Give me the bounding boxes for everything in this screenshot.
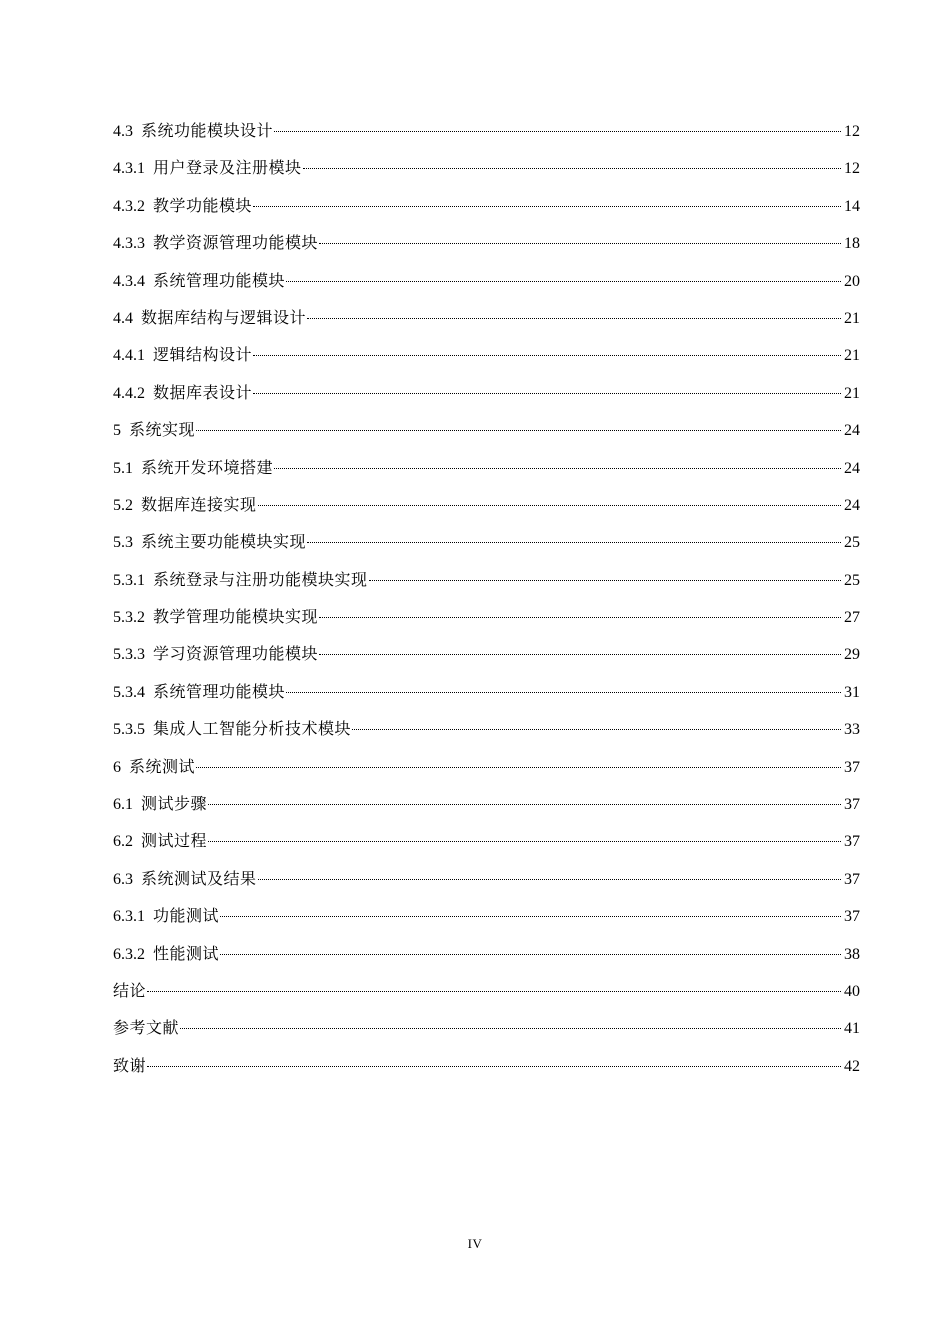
toc-entry-page: 25 (844, 571, 860, 589)
toc-dot-leader (307, 318, 841, 319)
toc-dot-leader (180, 1028, 841, 1029)
toc-dot-leader (253, 355, 841, 356)
toc-entry-page: 21 (844, 309, 860, 327)
toc-entry-title: 系统管理功能模块 (153, 683, 286, 701)
toc-entry[interactable] (113, 642, 860, 679)
toc-entry-number: 5.3 (113, 534, 133, 552)
toc-entry-number: 5.3.2 (113, 609, 145, 627)
toc-entry-number: 4.4.2 (113, 384, 145, 402)
toc-entry[interactable] (113, 119, 860, 156)
toc-entry-page: 21 (844, 347, 860, 365)
toc-entry-page: 31 (844, 683, 860, 701)
toc-entry-page: 12 (844, 160, 860, 178)
toc-entry[interactable] (113, 755, 860, 792)
toc-entry-number: 5.3.1 (113, 571, 145, 589)
toc-entry[interactable] (113, 680, 860, 717)
toc-entry[interactable] (113, 979, 860, 1016)
toc-entry[interactable] (113, 343, 860, 380)
toc-entry[interactable] (113, 942, 860, 979)
toc-entry-page: 41 (844, 1020, 860, 1038)
toc-entry-title: 教学功能模块 (153, 197, 253, 215)
toc-entry-page: 38 (844, 945, 860, 963)
toc-entry-title: 测试过程 (141, 833, 208, 851)
toc-dot-leader (253, 206, 841, 207)
toc-entry-title: 逻辑结构设计 (153, 347, 253, 365)
toc-entry-number: 4.4.1 (113, 347, 145, 365)
toc-dot-leader (147, 991, 841, 992)
toc-entry-number: 5.1 (113, 459, 133, 477)
toc-entry-number: 5.2 (113, 496, 133, 514)
toc-entry-page: 24 (844, 496, 860, 514)
toc-entry-title: 系统测试 (129, 758, 196, 776)
toc-dot-leader (208, 841, 841, 842)
toc-dot-leader (286, 281, 841, 282)
toc-entry-number: 5.3.4 (113, 683, 145, 701)
toc-entry-title: 系统测试及结果 (141, 870, 257, 888)
toc-entry[interactable] (113, 231, 860, 268)
toc-entry-number: 6 (113, 758, 121, 776)
toc-entry-page: 33 (844, 721, 860, 739)
toc-entry[interactable] (113, 568, 860, 605)
toc-entry[interactable] (113, 493, 860, 530)
toc-entry-number: 6.3.2 (113, 945, 145, 963)
toc-entry[interactable] (113, 418, 860, 455)
toc-entry-title: 功能测试 (153, 908, 220, 926)
toc-dot-leader (274, 131, 841, 132)
toc-entry-page: 37 (844, 796, 860, 814)
toc-entry[interactable] (113, 867, 860, 904)
toc-dot-leader (253, 393, 841, 394)
toc-entry-page: 37 (844, 758, 860, 776)
toc-entry-page: 24 (844, 422, 860, 440)
toc-entry-number: 4.3.1 (113, 160, 145, 178)
toc-entry-title: 系统登录与注册功能模块实现 (153, 571, 368, 589)
toc-entry-title: 教学资源管理功能模块 (153, 235, 319, 253)
toc-dot-leader (274, 468, 841, 469)
toc-dot-leader (220, 954, 841, 955)
toc-entry-title: 参考文献 (113, 1020, 180, 1038)
toc-entry-title: 性能测试 (153, 945, 220, 963)
toc-entry-page: 42 (844, 1057, 860, 1075)
toc-entry-title: 系统开发环境搭建 (141, 459, 274, 477)
toc-entry-number: 5 (113, 422, 121, 440)
toc-entry-number: 5.3.3 (113, 646, 145, 664)
toc-entry[interactable] (113, 792, 860, 829)
toc-entry[interactable] (113, 1054, 860, 1091)
toc-entry-number: 6.3.1 (113, 908, 145, 926)
toc-entry-title: 数据库结构与逻辑设计 (141, 309, 307, 327)
toc-dot-leader (286, 692, 841, 693)
toc-entry-page: 37 (844, 833, 860, 851)
toc-entry-title: 结论 (113, 982, 147, 1000)
toc-entry-number: 4.4 (113, 309, 133, 327)
toc-dot-leader (307, 542, 841, 543)
toc-dot-leader (258, 505, 841, 506)
toc-dot-leader (196, 767, 841, 768)
toc-dot-leader (258, 879, 841, 880)
toc-dot-leader (147, 1066, 841, 1067)
toc-entry-title: 用户登录及注册模块 (153, 160, 302, 178)
toc-entry-page: 20 (844, 272, 860, 290)
toc-entry-page: 25 (844, 534, 860, 552)
toc-entry[interactable] (113, 1016, 860, 1053)
toc-entry[interactable] (113, 530, 860, 567)
toc-entry-title: 致谢 (113, 1057, 147, 1075)
toc-dot-leader (319, 654, 841, 655)
toc-entry-page: 14 (844, 197, 860, 215)
toc-entry-number: 6.1 (113, 796, 133, 814)
toc-entry-title: 学习资源管理功能模块 (153, 646, 319, 664)
toc-entry[interactable] (113, 194, 860, 231)
toc-entry-title: 系统功能模块设计 (141, 123, 274, 140)
toc-entry-page: 37 (844, 908, 860, 926)
toc-entry[interactable] (113, 717, 860, 754)
toc-entry-title: 数据库表设计 (153, 384, 253, 402)
toc-dot-leader (196, 430, 841, 431)
toc-entry-page: 18 (844, 235, 860, 253)
toc-entry-title: 测试步骤 (141, 796, 208, 814)
toc-entry-title: 系统实现 (129, 422, 196, 440)
toc-entry-page: 12 (844, 123, 860, 140)
toc-entry-number: 5.3.5 (113, 721, 145, 739)
toc-entry-title: 集成人工智能分析技术模块 (153, 721, 352, 739)
toc-dot-leader (208, 804, 841, 805)
toc-entry[interactable] (113, 156, 860, 193)
toc-entry-title: 系统主要功能模块实现 (141, 534, 307, 552)
toc-entry-page: 27 (844, 609, 860, 627)
toc-dot-leader (220, 916, 841, 917)
toc-dot-leader (319, 617, 841, 618)
toc-entry-page: 24 (844, 459, 860, 477)
toc-entry-number: 4.3.3 (113, 235, 145, 253)
toc-entry-page: 29 (844, 646, 860, 664)
toc-entry[interactable] (113, 904, 860, 941)
toc-entry-title: 数据库连接实现 (141, 496, 257, 514)
toc-entry-number: 4.3.2 (113, 197, 145, 215)
toc-dot-leader (303, 168, 841, 169)
toc-entry[interactable] (113, 456, 860, 493)
toc-entry-page: 37 (844, 870, 860, 888)
toc-entry-number: 6.2 (113, 833, 133, 851)
toc-entry[interactable] (113, 829, 860, 866)
toc-entry-page: 40 (844, 982, 860, 1000)
table-of-contents (113, 119, 860, 1091)
toc-dot-leader (319, 243, 841, 244)
toc-entry-number: 6.3 (113, 870, 133, 888)
toc-entry-number: 4.3.4 (113, 272, 145, 290)
toc-entry[interactable] (113, 269, 860, 306)
toc-entry-page: 21 (844, 384, 860, 402)
toc-entry[interactable] (113, 306, 860, 343)
toc-entry-title: 系统管理功能模块 (153, 272, 286, 290)
toc-entry-title: 教学管理功能模块实现 (153, 609, 319, 627)
toc-entry[interactable] (113, 381, 860, 418)
toc-entry[interactable] (113, 605, 860, 642)
page-number-footer: IV (467, 1236, 483, 1251)
toc-dot-leader (369, 580, 841, 581)
toc-entry-number: 4.3 (113, 123, 133, 140)
toc-dot-leader (352, 729, 841, 730)
